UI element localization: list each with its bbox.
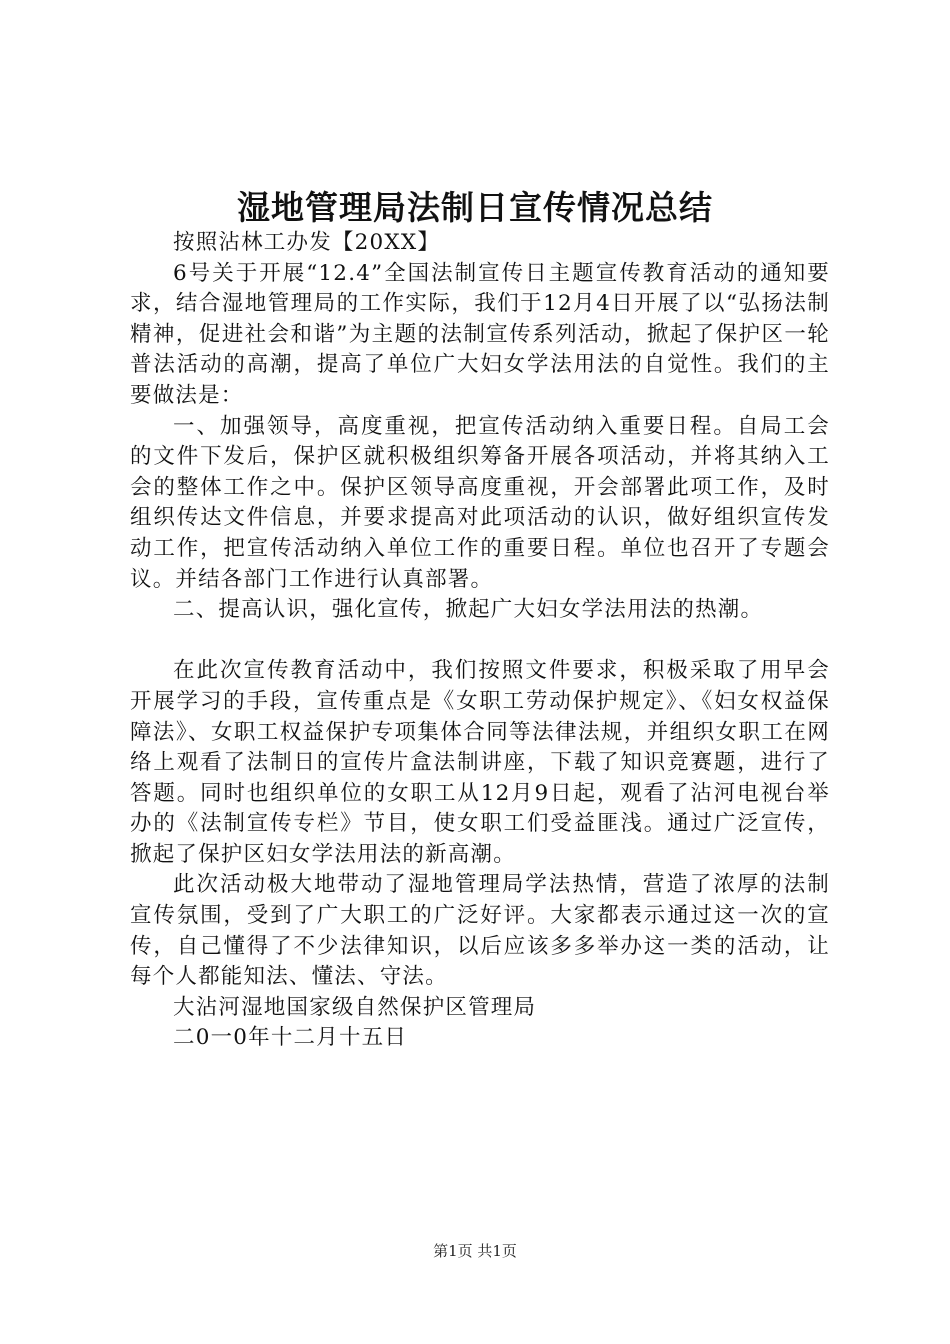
paragraph-reference: 按照沾林工办发【20XX】 (173, 230, 441, 255)
document-title: 湿地管理局法制日宣传情况总结 (237, 188, 713, 227)
paragraph-section-two-body: 在此次宣传教育活动中，我们按照文件要求，积极采取了用早会开展学习的手段，宣传重点是《女职工劳动保护规定》、《妇女权益保障法》、女职工权益保护专项集体合同等法律法规，并组织女职工在网络上观看了法制日的宣传片盒法制讲座，下载了知识竞赛题，进行了答题。同时也组织单位的女职工从12月9日起，观看了沾河电视台举办的《法制宣传专栏》节目，使女职工们受益匪浅。通过广泛宣传，掀起了保护区妇女学法用法的新高潮。 (130, 658, 830, 867)
document-body (130, 228, 830, 1054)
paragraph-section-one: 一、加强领导，高度重视，把宣传活动纳入重要日程。自局工会的文件下发后，保护区就积极组织筹备开展各项活动，并将其纳入工会的整体工作之中。保护区领导高度重视，开会部署此项工作，及时组织传达文件信息，并要求提高对此项活动的认识，做好组织宣传发动工作，把宣传活动纳入单位工作的重要日程。单位也召开了专题会议。并结各部门工作进行认真部署。 (130, 413, 830, 592)
signature-organization: 大沾河湿地国家级自然保护区管理局 (173, 994, 537, 1020)
signature-date: 二0一0年十二月十五日 (173, 1025, 408, 1051)
blank-line (130, 626, 830, 657)
paragraph-intro: 6号关于开展“12.4”全国法制宣传日主题宣传教育活动的通知要求，结合湿地管理局的工作实际，我们于12月4日开展了以“弘扬法制精神，促进社会和谐”为主题的法制宣传系列活动，掀起了保护区一轮普法活动的高潮，提高了单位广大妇女学法用法的自觉性。我们的主要做法是： (130, 260, 830, 408)
paragraph-section-two-heading: 二、提高认识，强化宣传，掀起广大妇女学法用法的热潮。 (173, 597, 764, 623)
paragraph-conclusion: 此次活动极大地带动了湿地管理局学法热情，营造了浓厚的法制宣传氛围，受到了广大职工的广泛好评。大家都表示通过这一次的宣传，自己懂得了不少法律知识，以后应该多多举办这一类的活动，让每个人都能知法、懂法、守法。 (130, 872, 830, 990)
page-number: 第1页 共1页 (433, 1242, 517, 1260)
